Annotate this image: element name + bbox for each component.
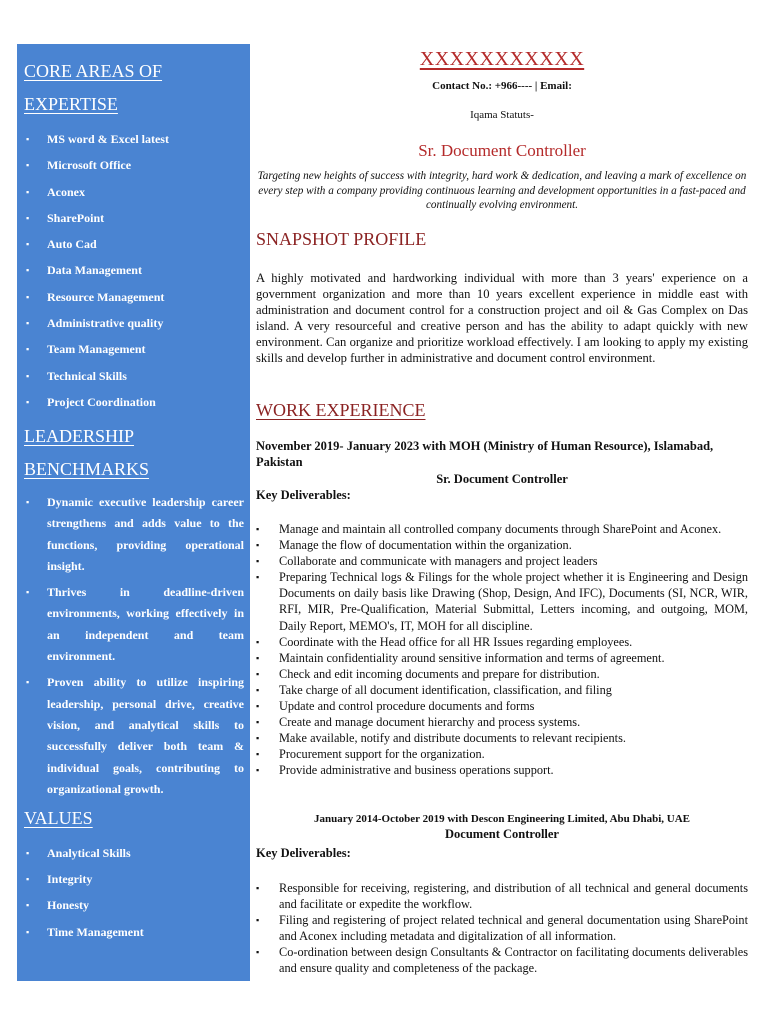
leadership-list xyxy=(23,492,244,805)
core-expertise-list xyxy=(23,130,244,419)
duty-item: ▪ Create and manage document hierarchy and process systems. xyxy=(256,714,748,730)
duty-item: ▪ Responsible for receiving, registering, and distribution of all technical and general documents and facilitate or expedite the workflow. xyxy=(256,880,748,912)
job-header: January 2014-October 2019 with Descon Engineering Limited, Abu Dhabi, UAE xyxy=(314,813,690,825)
duties-list xyxy=(256,880,748,977)
duty-item: ▪ Filing and registering of project related technical and general documentation using SharePoint and Aconex including metadata and digitalization of all information. xyxy=(256,912,748,944)
values-list xyxy=(23,844,244,949)
leadership-heading-line2: BENCHMARKS xyxy=(24,459,150,479)
duty-item: ▪ Collaborate and communicate with managers and project leaders xyxy=(256,553,748,569)
core-item: ▪ Microsoft Office xyxy=(23,156,244,182)
key-deliverables-label: Key Deliverables: xyxy=(256,846,351,860)
core-item: ▪ Project Coordination xyxy=(23,393,244,419)
leadership-item: ▪ Proven ability to utilize inspiring leadership, personal drive, creative vision, and analytical skills to successfully deliver both team & individual goals, contributing to organizational growth. xyxy=(23,672,244,800)
core-item: ▪ Team Management xyxy=(23,340,244,366)
duty-item: ▪ Procurement support for the organization. xyxy=(256,746,748,762)
core-item: ▪ Resource Management xyxy=(23,288,244,314)
snapshot-text: A highly motivated and hardworking individual with more than 3 years' experience on a government organization and more than 10 years excellent experience in middle east with administration and document control for a construction project and oil & Gas Complex on Das island. A very resourceful and creative person and has the ability to adapt quickly with new environment. Can organize and prioritize workload effectively. I am looking to apply my existing skills and develop further in administrative and document control environment. xyxy=(256,271,748,366)
duty-item: ▪ Take charge of all document identification, classification, and filing xyxy=(256,682,748,698)
core-item: ▪ Administrative quality xyxy=(23,314,244,340)
leadership-heading: LEADERSHIP xyxy=(24,426,135,446)
duty-item: ▪ Update and control procedure documents and forms xyxy=(256,698,748,714)
duty-item: ▪ Co-ordination between design Consultants & Contractor on facilitating documents deliverables and ensure quality and completeness of the package. xyxy=(256,944,748,976)
core-item: ▪ Auto Cad xyxy=(23,235,244,261)
duty-item: ▪ Provide administrative and business operations support. xyxy=(256,762,748,778)
core-item: ▪ Data Management xyxy=(23,261,244,287)
iqama-status: Iqama Statuts- xyxy=(470,109,534,121)
job-header: November 2019- January 2023 with MOH (Ministry of Human Resource), Islamabad, Pakistan xyxy=(256,439,714,469)
core-item: ▪ SharePoint xyxy=(23,209,244,235)
job-title: Sr. Document Controller xyxy=(418,141,586,160)
work-experience-heading: WORK EXPERIENCE xyxy=(256,400,426,420)
values-item: ▪ Integrity xyxy=(23,870,244,896)
core-expertise-heading: CORE AREAS OF xyxy=(24,61,163,81)
duty-item: ▪ Coordinate with the Head office for all HR Issues regarding employees. xyxy=(256,634,748,650)
core-expertise-heading-line2: EXPERTISE xyxy=(24,94,118,114)
values-item: ▪ Honesty xyxy=(23,896,244,922)
sidebar xyxy=(17,44,250,981)
key-deliverables-label: Key Deliverables: xyxy=(256,488,351,502)
core-item: ▪ MS word & Excel latest xyxy=(23,130,244,156)
job-position: Document Controller xyxy=(445,827,559,841)
snapshot-heading: SNAPSHOT PROFILE xyxy=(256,229,427,249)
duty-item: ▪ Maintain confidentiality around sensitive information and terms of agreement. xyxy=(256,650,748,666)
values-item: ▪ Time Management xyxy=(23,923,244,949)
values-item: ▪ Analytical Skills xyxy=(23,844,244,870)
duty-item: ▪ Check and edit incoming documents and prepare for distribution. xyxy=(256,666,748,682)
core-item: ▪ Aconex xyxy=(23,183,244,209)
duty-item: ▪ Preparing Technical logs & Filings for the whole project whether it is Engineering and Design Documents on daily basis like Drawing (Shop, Design, And IFC), Documents (SI, NCR, WIR, RFI, MIR, Pre-Qualification, Material Submittal, Letters incoming, and outgoing, MOM, Daily Report, MEMO's, IT, MOH for all discipline. xyxy=(256,569,748,633)
duty-item: ▪ Manage the flow of documentation within the organization. xyxy=(256,537,748,553)
core-item: ▪ Technical Skills xyxy=(23,367,244,393)
job-position: Sr. Document Controller xyxy=(436,472,568,486)
duty-item: ▪ Make available, notify and distribute documents to relevant recipients. xyxy=(256,730,748,746)
duties-list xyxy=(256,521,748,779)
candidate-name: XXXXXXXXXXX xyxy=(419,48,585,70)
leadership-item: ▪ Dynamic executive leadership career strengthens and adds value to the functions, providing operational insight. xyxy=(23,492,244,577)
values-heading: VALUES xyxy=(24,808,93,828)
contact-line: Contact No.: +966---- | Email: xyxy=(432,80,572,92)
duty-item: ▪ Manage and maintain all controlled company documents through SharePoint and Aconex. xyxy=(256,521,748,537)
leadership-item: ▪ Thrives in deadline-driven environments, working effectively in an independent and team environment. xyxy=(23,582,244,667)
career-tagline: Targeting new heights of success with integrity, hard work & dedication, and leaving a mark of excellence on every step with a company providing continuous learning and development opportunities in a fast-paced and continually evolving environment. xyxy=(257,170,747,211)
